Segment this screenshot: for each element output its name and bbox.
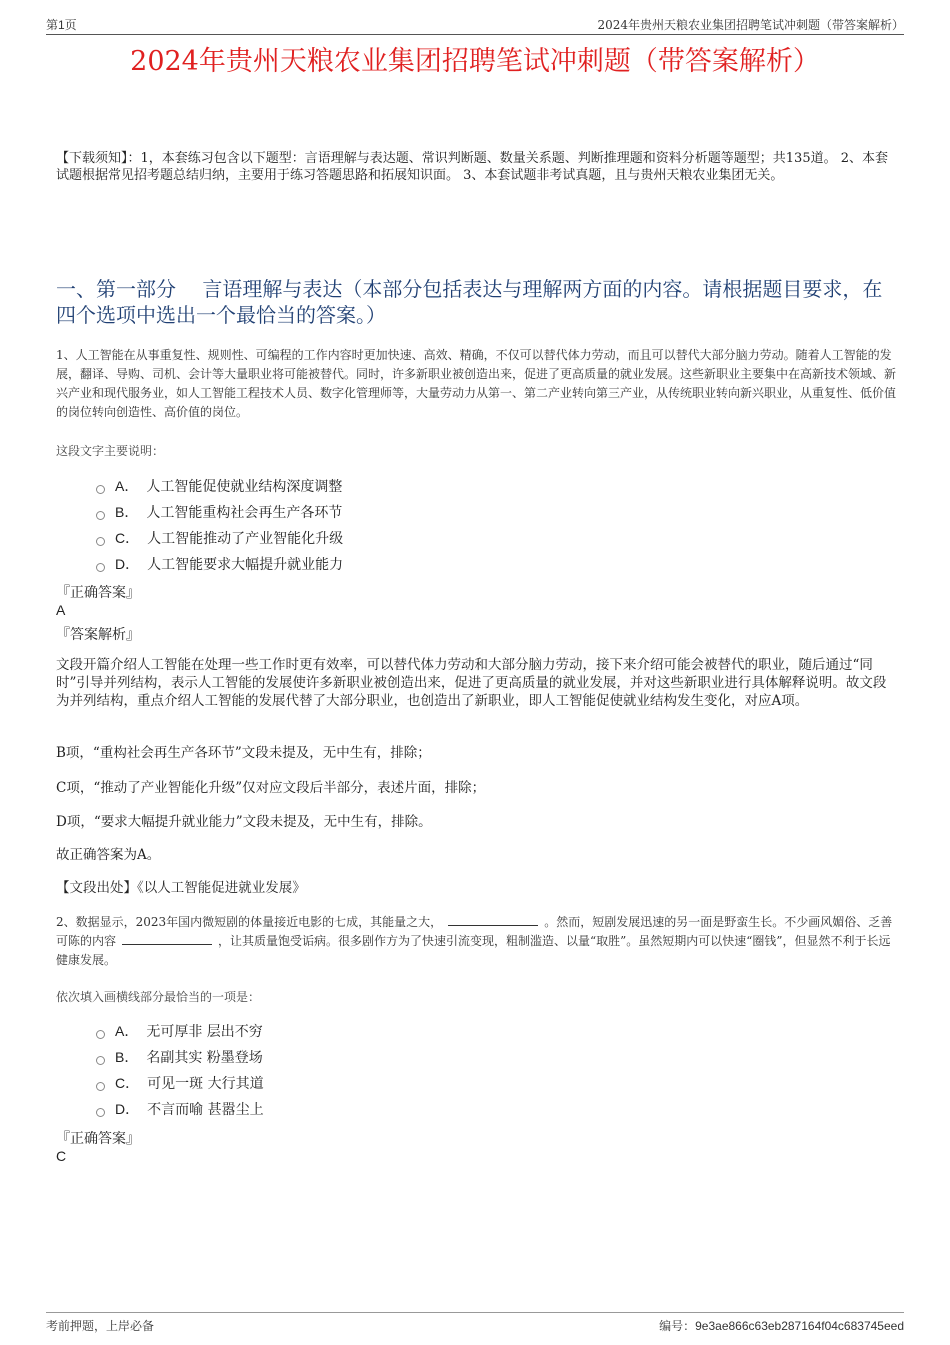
footer-slogan: 考前押题，上岸必备 — [46, 1319, 155, 1333]
question-1-answer-label: 『正确答案』 — [56, 585, 140, 601]
radio-icon[interactable] — [96, 1030, 105, 1039]
option-c[interactable]: C． 人工智能推动了产业智能化升级 — [96, 525, 343, 551]
analysis-paragraph: 文段开篇介绍人工智能在处理一些工作时更有效率，可以替代体力劳动和大部分脑力劳动，接下来介绍可能会被替代的职业，随后通过“同时”引导并列结构，表示人工智能的发展使许多新职业被创造出来，促进了更高质量的就业发展，并对这些新职业进行具体解释说明。故文段为并列结构，重点介绍人工智能的发展代替了大部分职业，也创造出了新职业，即人工智能促使就业结构发生变化，对应A项。 — [56, 657, 887, 709]
analysis-paragraph: D项，“要求大幅提升就业能力”文段未提及，无中生有，排除。 — [56, 814, 432, 830]
option-c[interactable]: C． 可见一斑 大行其道 — [96, 1070, 264, 1096]
radio-icon[interactable] — [96, 485, 105, 494]
question-1-prompt: 这段文字主要说明： — [56, 444, 165, 458]
radio-icon[interactable] — [96, 537, 105, 546]
question-1-answer: A — [56, 602, 66, 618]
question-2-prompt: 依次填入画横线部分最恰当的一项是： — [56, 990, 261, 1004]
question-1-analysis-label: 『答案解析』 — [56, 627, 140, 643]
question-2-answer: C — [56, 1148, 67, 1164]
option-d[interactable]: D． 人工智能要求大幅提升就业能力 — [96, 551, 343, 577]
page-header — [46, 14, 904, 35]
fill-blank — [122, 932, 212, 945]
question-2-answer-label: 『正确答案』 — [56, 1131, 140, 1147]
analysis-paragraph: B项，“重构社会再生产各环节”文段未提及，无中生有，排除； — [56, 745, 431, 761]
analysis-paragraph: 故正确答案为A。 — [56, 847, 161, 863]
option-a[interactable]: A． 无可厚非 层出不穷 — [96, 1018, 264, 1044]
footer-code: 编号：9e3ae866c63eb287164f04c683745eed — [659, 1319, 904, 1333]
radio-icon[interactable] — [96, 511, 105, 520]
option-b[interactable]: B． 人工智能重构社会再生产各环节 — [96, 499, 343, 525]
page-number: 第1页 — [46, 18, 77, 32]
analysis-source: 【文段出处】《以人工智能促进就业发展》 — [56, 880, 306, 896]
document-title: 2024年贵州天粮农业集团招聘笔试冲刺题（带答案解析） — [130, 46, 820, 77]
section-heading: 一、第一部分 言语理解与表达（本部分包括表达与理解两方面的内容。请根据题目要求，在四个选项中选出一个最恰当的答案。） — [56, 277, 883, 327]
page-footer — [46, 1312, 904, 1333]
analysis-paragraph: C项，“推动了产业智能化升级”仅对应文段后半部分，表述片面，排除； — [56, 780, 486, 796]
option-d[interactable]: D． 不言而喻 甚嚣尘上 — [96, 1096, 264, 1122]
radio-icon[interactable] — [96, 1056, 105, 1065]
radio-icon[interactable] — [96, 1082, 105, 1091]
fill-blank — [448, 913, 538, 926]
radio-icon[interactable] — [96, 563, 105, 572]
question-1-options — [96, 473, 343, 577]
option-b[interactable]: B． 名副其实 粉墨登场 — [96, 1044, 264, 1070]
download-notice: 【下载须知】：1，本套练习包含以下题型：言语理解与表达题、常识判断题、数量关系题、判断推理题和资料分析题等题型；共135道。 2、本套试题根据常见招考题总结归纳，主要用于练习答题思路和拓展知识面。 3、本套试题非考试真题，且与贵州天粮农业集团无关。 — [56, 151, 888, 183]
question-2-options — [96, 1018, 264, 1122]
question-1-text: 1、人工智能在从事重复性、规则性、可编程的工作内容时更加快速、高效、精确，不仅可以替代体力劳动，而且可以替代大部分脑力劳动。随着人工智能的发展，翻译、导购、司机、会计等大量职业将可能被替代。同时，许多新职业被创造出来，促进了更高质量的就业发展。这些新职业主要集中在高新技术领域、新兴产业和现代服务业，如人工智能工程技术人员、数字化管理师等，大量劳动力从第一、第二产业转向第三产业，从传统职业转向新兴职业，从重复性、低价值的岗位转向创造性、高价值的岗位。 — [56, 348, 897, 419]
radio-icon[interactable] — [96, 1108, 105, 1117]
question-2-text: 2、数据显示，2023年国内微短剧的体量接近电影的七成，其能量之大， 。然而，短剧发展迅速的另一面是野蛮生长。不少画风媚俗、乏善可陈的内容 ，让其质量饱受诟病。很多剧作方为了快速引流变现，粗制滥造、以量“取胜”。虽然短期内可以快速“圈钱”，但显然不利于长远健康发展。 — [56, 915, 893, 967]
option-a[interactable]: A． 人工智能促使就业结构深度调整 — [96, 473, 343, 499]
header-doc-title: 2024年贵州天粮农业集团招聘笔试冲刺题（带答案解析） — [597, 18, 904, 32]
